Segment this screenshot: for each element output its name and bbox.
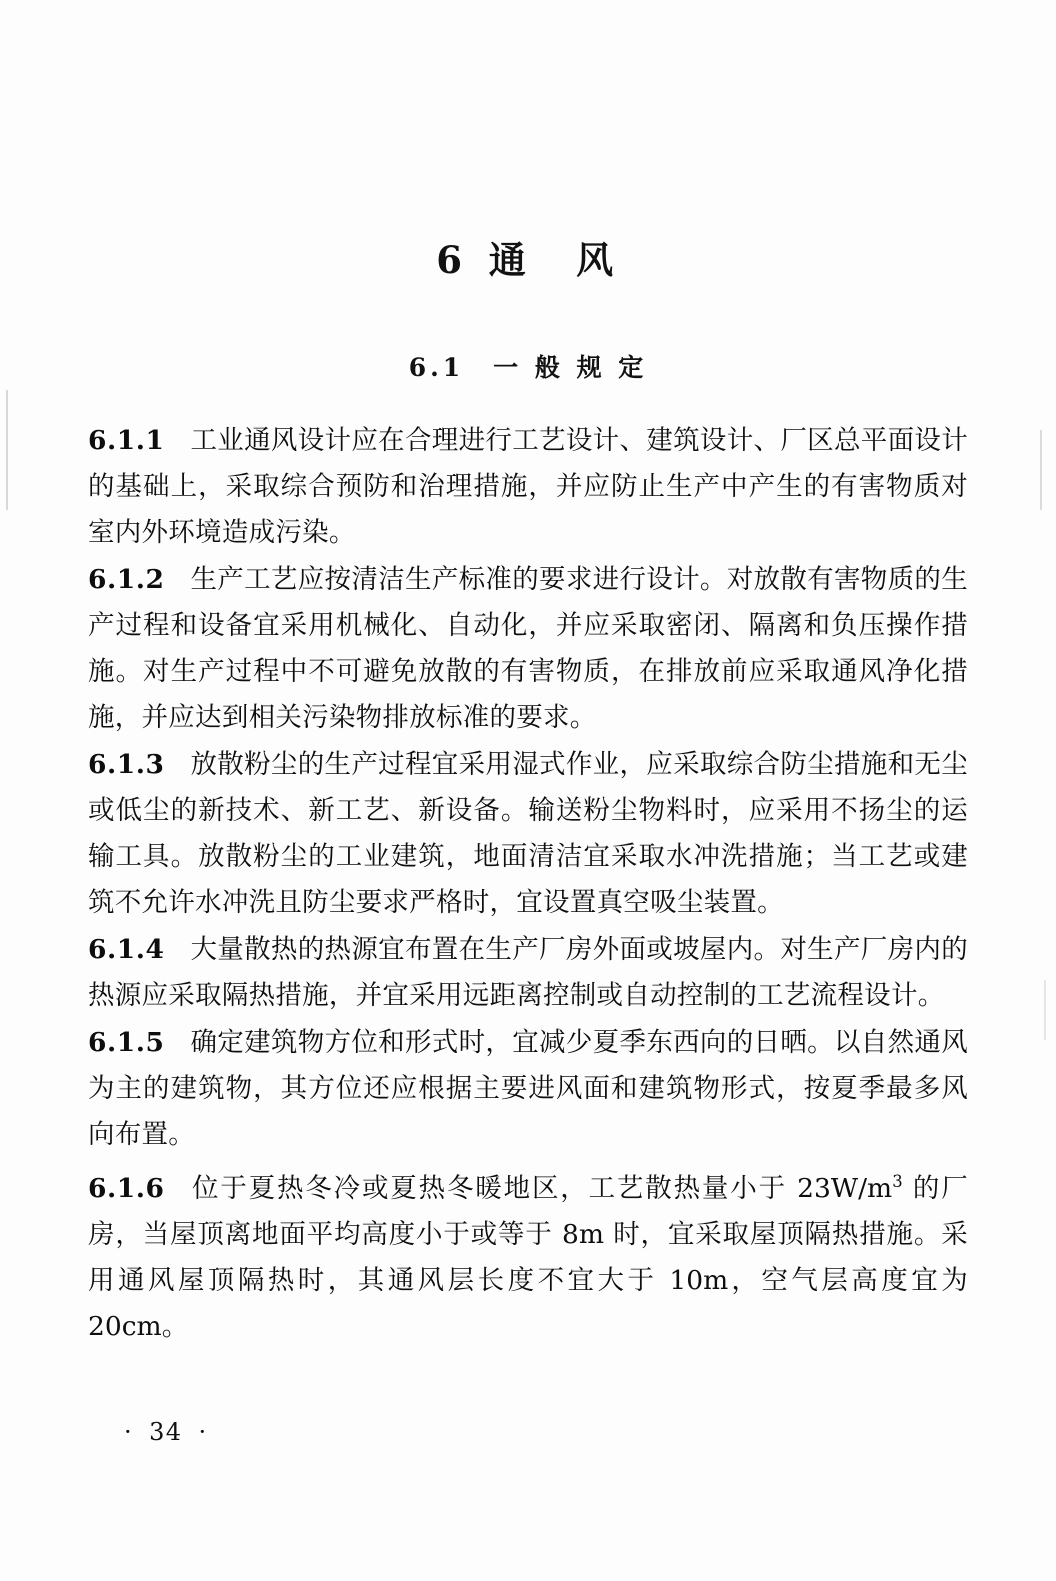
clause-6-1-1 [88,418,968,556]
chapter-title: 通 风 [488,238,620,282]
clause-label: 6.1.5 [88,1027,165,1058]
chapter-heading [88,230,968,284]
scan-edge-mark-right-lower [1044,980,1046,1040]
clause-6-1-5 [88,1020,968,1158]
section-heading: 6.1 一 般 规 定 [408,353,648,382]
body-text [88,418,968,1350]
page-content [88,0,968,1351]
clause-6-1-6 [88,1159,968,1350]
clause-text: 生产工艺应按清洁生产标准的要求进行设计。对放散有害物质的生产过程和设备宜采用机械化、自动化，并应采取密闭、隔离和负压操作措施。对生产过程中不可避免放散的有害物质，在排放前应采取通风净化措施，并应达到相关污染物排放标准的要求。 [88,564,968,733]
clause-6-1-4 [88,927,968,1019]
page-folio [108,1418,224,1446]
chapter-number: 6 [436,238,463,282]
clause-text: 放散粉尘的生产过程宜采用湿式作业，应采取综合防尘措施和无尘或低尘的新技术、新工艺、新设备。输送粉尘物料时，应采用不扬尘的运输工具。放散粉尘的工业建筑，地面清洁宜采取水冲洗措施；当工艺或建筑不允许水冲洗且防尘要求严格时，宜设置真空吸尘装置。 [88,749,968,918]
scan-edge-mark-left [6,390,8,510]
page-number: 34 [149,1418,183,1446]
clause-6-1-3 [88,742,968,926]
clause-text: 确定建筑物方位和形式时，宜减少夏季东西向的日晒。以自然通风为主的建筑物，其方位还应根据主要进风面和建筑物形式，按夏季最多风向布置。 [88,1027,968,1150]
clause-label: 6.1.3 [88,749,165,780]
clause-label: 6.1.6 [88,1172,165,1204]
clause-text: 大量散热的热源宜布置在生产厂房外面或坡屋内。对生产厂房内的热源应采取隔热措施，并宜采用远距离控制或自动控制的工艺流程设计。 [88,934,968,1011]
scan-edge-mark-right [1040,430,1042,510]
clause-6-1-2 [88,557,968,741]
clause-label: 6.1.4 [88,934,165,965]
clause-text: 工业通风设计应在合理进行工艺设计、建筑设计、厂区总平面设计的基础上，采取综合预防和治理措施，并应防止生产中产生的有害物质对室内外环境造成污染。 [88,425,968,548]
clause-label: 6.1.2 [88,564,165,595]
clause-text: 位于夏热冬冷或夏热冬暖地区，工艺散热量小于 $23W/m^3$ 的厂房，当屋顶离地面平均高度小于或等于 8m 时，宜采取屋顶隔热措施。采用通风屋顶隔热时，其通风层长度不宜大于 10m，空气层高度宜为 20cm。 [88,1172,968,1342]
folio-dot-right: · [198,1418,208,1446]
folio-dot-left: · [124,1418,134,1446]
clause-label: 6.1.1 [88,425,165,456]
